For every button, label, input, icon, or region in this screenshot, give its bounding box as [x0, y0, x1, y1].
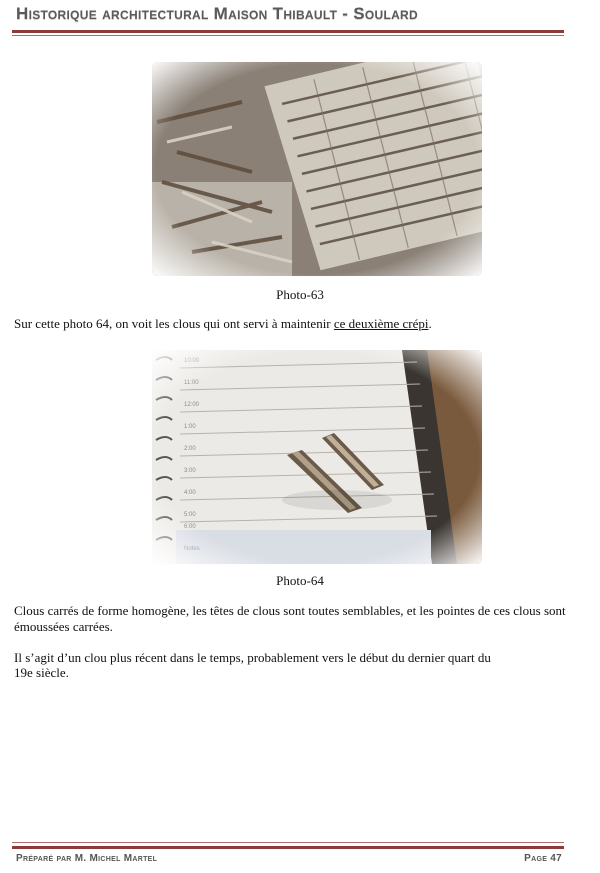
footer-rule: [12, 846, 564, 849]
header-rule: [12, 30, 564, 33]
photo-64-image: [152, 350, 482, 564]
footer-rule-thin: [12, 842, 564, 843]
footer-author: Préparé par M. Michel Martel: [16, 853, 158, 864]
dating-paragraph-line2: 19e siècle.: [14, 665, 69, 680]
intro-period: .: [428, 316, 432, 331]
photo-63-image: [152, 62, 482, 276]
footer-page-number: Page 47: [524, 853, 562, 864]
dating-paragraph-line1: Il s’agit d’un clou plus récent dans le temps, probablement vers le début du dernier quart du: [14, 650, 491, 665]
photo-63-caption: Photo-63: [276, 287, 324, 302]
intro-text: Sur cette photo 64, on voit les clous qui ont servi à maintenir: [14, 316, 334, 331]
document-title: Historique architectural Maison Thibault - Soulard: [16, 4, 418, 23]
header-rule-thin: [12, 35, 564, 36]
underlined-term: ce deuxième crépi: [333, 316, 429, 331]
intro-paragraph: [14, 316, 594, 332]
photo-64-caption: Photo-64: [276, 573, 324, 588]
nails-description: Clous carrés de forme homogène, les têtes de clous sont toutes semblables, et les pointes de ces clous sont émoussées carrées.: [14, 603, 566, 634]
